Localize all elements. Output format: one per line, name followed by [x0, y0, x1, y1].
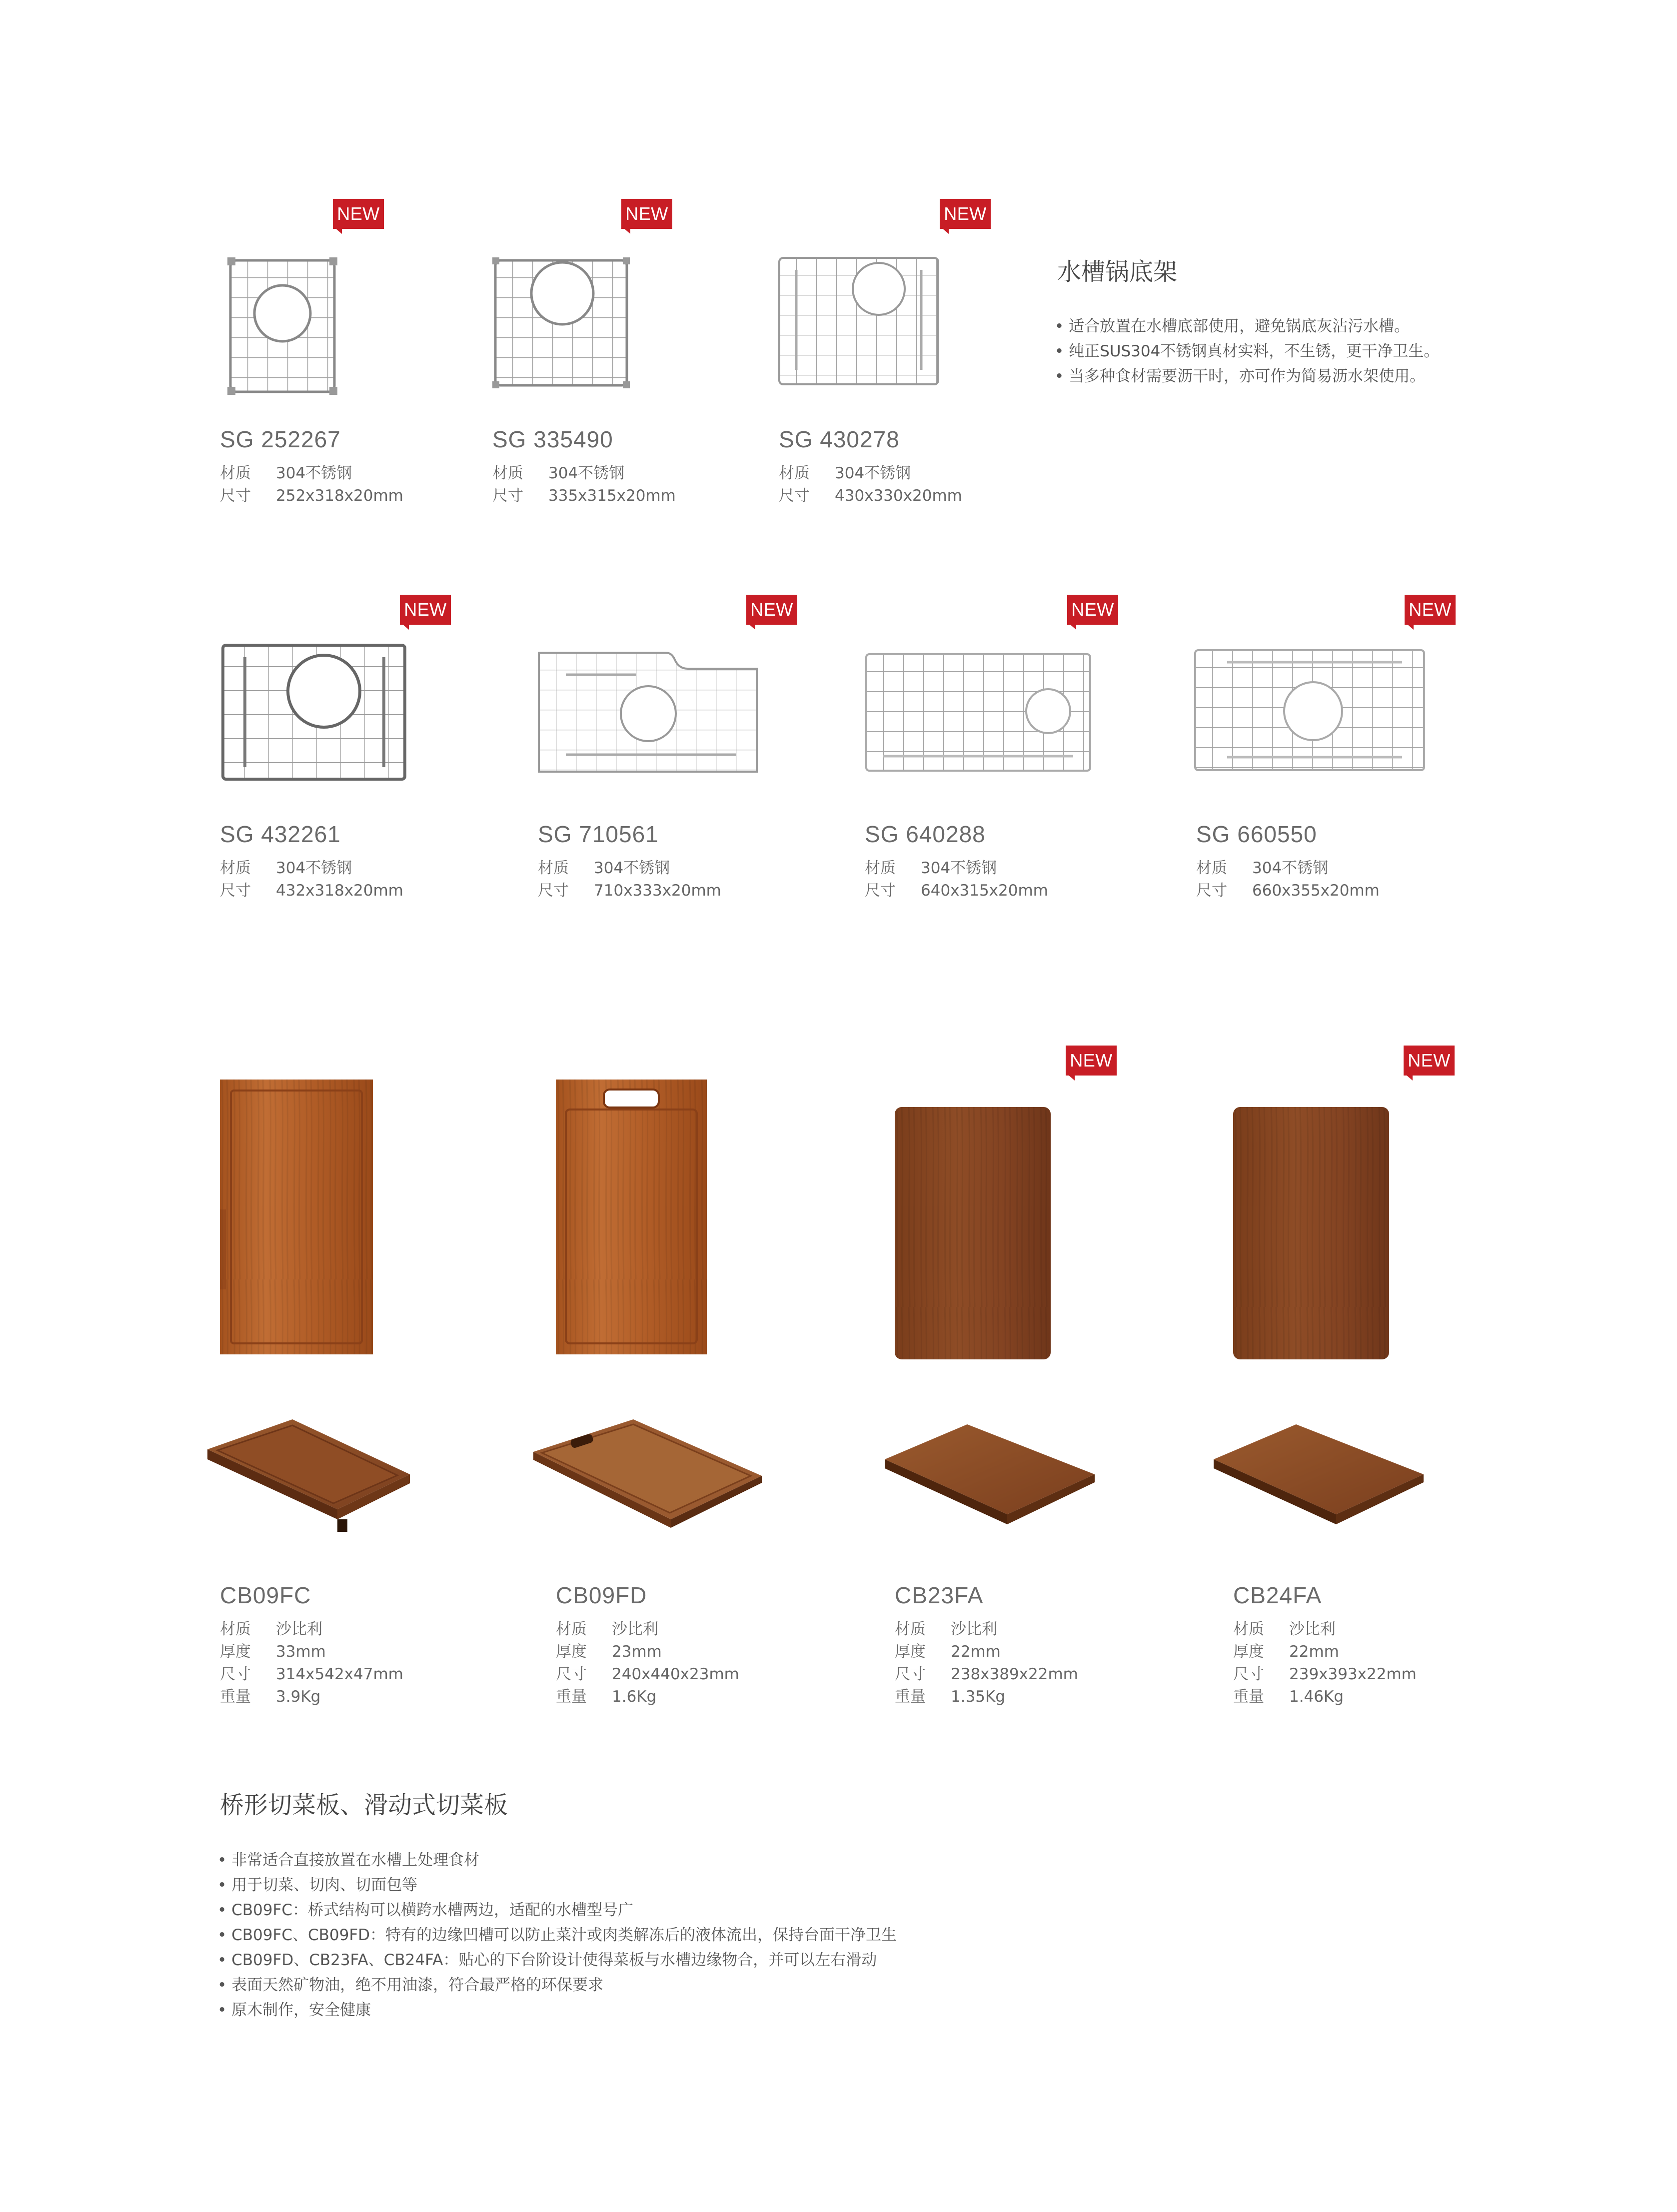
- new-badge-label: NEW: [940, 199, 991, 229]
- spec-size: 252x318x20mm: [276, 487, 403, 505]
- bullet-item: • 原木制作，安全健康: [217, 1998, 897, 2023]
- section-bullets: [1055, 314, 1439, 389]
- cutting-board-top-image: [556, 1080, 707, 1354]
- spec-label: 尺寸: [538, 882, 569, 900]
- spec-label: 材质: [538, 859, 569, 877]
- product-model: SG 335490: [492, 426, 613, 452]
- new-badge-label: NEW: [746, 595, 797, 625]
- new-badge: [1404, 1046, 1455, 1079]
- spec-label: 材质: [220, 1620, 251, 1638]
- spec-material: 304不锈钢: [1252, 859, 1329, 877]
- product-model: SG 660550: [1196, 821, 1317, 847]
- spec-label: 尺寸: [492, 487, 523, 505]
- product-specs: [220, 857, 403, 902]
- spec-size: 640x315x20mm: [921, 882, 1048, 900]
- spec-label: 材质: [779, 464, 810, 482]
- sink-grid-image: [863, 651, 1093, 774]
- sink-grid-image: [492, 257, 630, 388]
- spec-label: 尺寸: [895, 1665, 926, 1683]
- product-specs: [538, 857, 721, 902]
- spec-size: 432x318x20mm: [276, 882, 403, 900]
- spec-label: 尺寸: [220, 882, 251, 900]
- new-badge: [400, 595, 451, 628]
- spec-size: 239x393x22mm: [1289, 1665, 1417, 1683]
- product-model: SG 430278: [779, 426, 900, 452]
- new-badge: [1066, 1046, 1117, 1079]
- spec-label: 重量: [220, 1688, 251, 1706]
- spec-size: 335x315x20mm: [548, 487, 676, 505]
- spec-label: 材质: [895, 1620, 926, 1638]
- bullet-item: • 当多种食材需要沥干时，亦可作为简易沥水架使用。: [1055, 364, 1439, 389]
- new-badge: [621, 199, 672, 232]
- product-model: SG 640288: [865, 821, 986, 847]
- spec-thickness: 33mm: [276, 1643, 326, 1661]
- spec-weight: 1.35Kg: [951, 1688, 1006, 1706]
- spec-size: 430x330x20mm: [835, 487, 962, 505]
- spec-label: 尺寸: [865, 882, 896, 900]
- sink-grid-image: [536, 650, 760, 775]
- product-specs: [1233, 1618, 1417, 1708]
- bullet-item: • 适合放置在水槽底部使用，避免锅底灰沾污水槽。: [1055, 314, 1439, 339]
- product-specs: [779, 462, 962, 507]
- spec-size: 240x440x23mm: [612, 1665, 739, 1683]
- spec-material: 304不锈钢: [594, 859, 670, 877]
- spec-material: 沙比利: [276, 1620, 322, 1638]
- spec-material: 304不锈钢: [548, 464, 625, 482]
- product-model: CB09FD: [556, 1582, 647, 1608]
- spec-label: 材质: [220, 859, 251, 877]
- sink-grid-image: [776, 255, 941, 387]
- spec-label: 材质: [1233, 1620, 1264, 1638]
- spec-thickness: 22mm: [951, 1643, 1001, 1661]
- product-specs: [895, 1618, 1078, 1708]
- product-model: SG 432261: [220, 821, 341, 847]
- spec-label: 厚度: [895, 1643, 926, 1661]
- product-model: CB23FA: [895, 1582, 984, 1608]
- new-badge: [746, 595, 797, 628]
- spec-material: 304不锈钢: [276, 859, 352, 877]
- cutting-board-angle-image: [882, 1424, 1097, 1529]
- bullet-item: • 表面天然矿物油，绝不用油漆，符合最严格的环保要求: [217, 1973, 897, 1998]
- new-badge-label: NEW: [400, 595, 451, 625]
- spec-material: 304不锈钢: [276, 464, 352, 482]
- new-badge-label: NEW: [333, 199, 384, 229]
- cutting-board-angle-image: [531, 1417, 766, 1542]
- spec-label: 材质: [556, 1620, 587, 1638]
- spec-label: 重量: [1233, 1688, 1264, 1706]
- product-model: CB24FA: [1233, 1582, 1322, 1608]
- spec-label: 重量: [556, 1688, 587, 1706]
- product-model: SG 710561: [538, 821, 659, 847]
- new-badge: [1067, 595, 1118, 628]
- spec-label: 尺寸: [779, 487, 810, 505]
- spec-size: 710x333x20mm: [594, 882, 721, 900]
- bullet-item: • CB09FC：桥式结构可以横跨水槽两边，适配的水槽型号广: [217, 1898, 897, 1923]
- new-badge: [333, 199, 384, 232]
- spec-weight: 3.9Kg: [276, 1688, 321, 1706]
- spec-size: 660x355x20mm: [1252, 882, 1380, 900]
- new-badge-label: NEW: [1405, 595, 1456, 625]
- product-model: SG 252267: [220, 426, 341, 452]
- spec-label: 尺寸: [220, 1665, 251, 1683]
- sink-grid-image: [220, 642, 408, 782]
- bullet-item: • CB09FD、CB23FA、CB24FA：贴心的下台阶设计使得菜板与水槽边缘物合，并可以左右滑动: [217, 1948, 897, 1973]
- spec-weight: 1.6Kg: [612, 1688, 657, 1706]
- new-badge-label: NEW: [1404, 1046, 1455, 1076]
- new-badge: [940, 199, 991, 232]
- section-title: 水槽锅底架: [1057, 258, 1178, 286]
- bullet-item: • 用于切菜、切肉、切面包等: [217, 1873, 897, 1898]
- spec-label: 厚度: [220, 1643, 251, 1661]
- new-badge-label: NEW: [1066, 1046, 1117, 1076]
- spec-label: 材质: [865, 859, 896, 877]
- product-specs: [556, 1618, 739, 1708]
- spec-material: 沙比利: [1289, 1620, 1336, 1638]
- spec-size: 314x542x47mm: [276, 1665, 403, 1683]
- product-specs: [492, 462, 676, 507]
- spec-size: 238x389x22mm: [951, 1665, 1078, 1683]
- spec-label: 尺寸: [1233, 1665, 1264, 1683]
- spec-label: 厚度: [1233, 1643, 1264, 1661]
- sink-grid-image: [1192, 647, 1427, 773]
- cutting-board-angle-image: [202, 1419, 412, 1534]
- spec-thickness: 23mm: [612, 1643, 662, 1661]
- section-title: 桥形切菜板、滑动式切菜板: [220, 1791, 508, 1819]
- product-specs: [220, 1618, 403, 1708]
- bullet-item: • 非常适合直接放置在水槽上处理食材: [217, 1848, 897, 1873]
- spec-label: 厚度: [556, 1643, 587, 1661]
- spec-thickness: 22mm: [1289, 1643, 1339, 1661]
- spec-material: 304不锈钢: [921, 859, 997, 877]
- spec-material: 沙比利: [951, 1620, 997, 1638]
- cutting-board-top-image: [895, 1107, 1051, 1359]
- section-bullets: [217, 1848, 897, 2023]
- spec-material: 304不锈钢: [835, 464, 911, 482]
- spec-label: 材质: [1196, 859, 1227, 877]
- spec-label: 重量: [895, 1688, 926, 1706]
- sink-grid-image: [227, 257, 337, 395]
- new-badge: [1405, 595, 1456, 628]
- new-badge-label: NEW: [621, 199, 672, 229]
- product-model: CB09FC: [220, 1582, 311, 1608]
- product-specs: [1196, 857, 1380, 902]
- spec-material: 沙比利: [612, 1620, 658, 1638]
- spec-label: 材质: [220, 464, 251, 482]
- spec-label: 尺寸: [556, 1665, 587, 1683]
- spec-label: 材质: [492, 464, 523, 482]
- new-badge-label: NEW: [1067, 595, 1118, 625]
- spec-label: 尺寸: [220, 487, 251, 505]
- product-specs: [220, 462, 403, 507]
- bullet-item: • CB09FC、CB09FD：特有的边缘凹槽可以防止菜汁或肉类解冻后的液体流出，保持台面干净卫生: [217, 1923, 897, 1948]
- spec-weight: 1.46Kg: [1289, 1688, 1344, 1706]
- spec-label: 尺寸: [1196, 882, 1227, 900]
- bullet-item: • 纯正SUS304不锈钢真材实料，不生锈，更干净卫生。: [1055, 339, 1439, 364]
- product-specs: [865, 857, 1048, 902]
- cutting-board-top-image: [1233, 1107, 1389, 1359]
- cutting-board-top-image: [220, 1080, 373, 1354]
- cutting-board-angle-image: [1211, 1424, 1426, 1529]
